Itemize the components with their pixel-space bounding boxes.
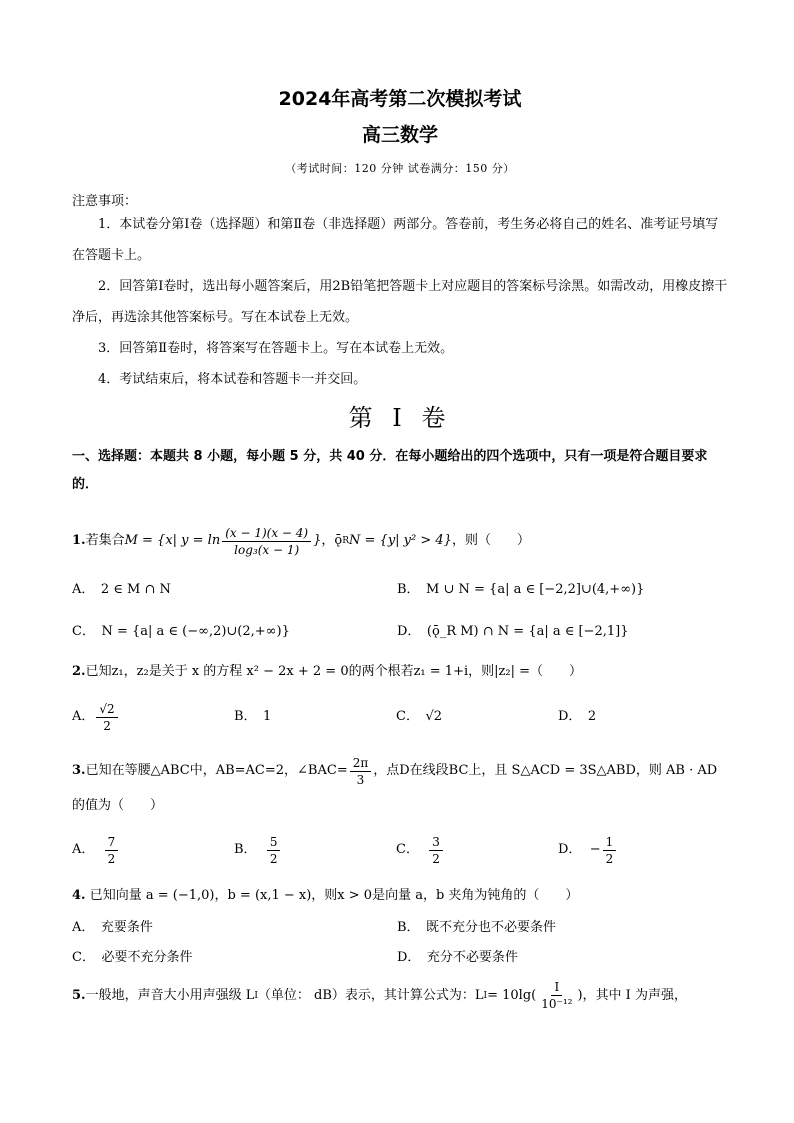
option-d[interactable]: D． (ǭ_R M) ∩ N = {a| a ∈ [−2,1]} (397, 624, 629, 639)
question-3-continuation: 的值为（ ） (72, 798, 164, 813)
option-label: C． (396, 842, 419, 857)
notice-item: 1．本试卷分第Ⅰ卷（选择题）和第Ⅱ卷（非选择题）两部分。答卷前，考生务必将自己的姓名、准考证号填写在答题卡上。 (72, 217, 719, 263)
section-title: 第 I 卷 (348, 404, 452, 432)
question-1 (72, 519, 728, 563)
notice-item: 3．回答第Ⅱ卷时，将答案写在答题卡上。写在本试卷上无效。 (98, 341, 454, 356)
fraction-numerator: √2 (96, 701, 117, 718)
option-fraction (267, 834, 281, 867)
set-n: N = {y| y² > 4} (349, 533, 452, 548)
question-4 (72, 885, 728, 907)
question-number: 2. (72, 664, 86, 679)
option-label: D． (558, 842, 582, 857)
question-text: 已知z₁，z₂是关于 x 的方程 x² − 2x + 2 = 0的两个根若z₁ = 1+i，则|z₂| =（ ） (85, 664, 582, 679)
question-3-options (72, 827, 728, 873)
option-a[interactable]: A． 充要条件 (72, 920, 153, 935)
question-number: 1. (72, 533, 86, 548)
fraction-denominator: 2 (269, 851, 278, 866)
fraction-denominator: 3 (356, 772, 365, 787)
subscript: I (254, 990, 258, 1001)
complement-subscript: R (342, 536, 350, 546)
question-text: 已知在等腰△ABC中，AB=AC=2，∠BAC= (85, 763, 348, 778)
fraction-denominator: 2 (103, 718, 111, 733)
option-b[interactable]: B． 1 (234, 709, 272, 724)
fraction-numerator: 2π (350, 755, 372, 772)
question-number: 5. (72, 987, 86, 1003)
fraction-numerator: 7 (105, 834, 119, 851)
question-4-options-row (72, 947, 728, 969)
fraction-numerator: 3 (429, 834, 443, 851)
fraction-denominator: 2 (605, 851, 614, 866)
option-fraction (96, 701, 117, 734)
fraction-denominator: log₃(x − 1) (234, 542, 300, 557)
option-b[interactable]: B． M ∪ N = {a| a ∈ [−2,2]∪(4,+∞)} (397, 582, 645, 597)
question-text: 已知向量 a = (−1,0)，b = (x,1 − x)，则x > 0是向量 a，b 夹角为钝角的（ ） (85, 888, 579, 903)
option-d[interactable]: D． 2 (558, 709, 597, 724)
option-label: A． (72, 709, 95, 724)
question-3 (72, 751, 728, 791)
option-d[interactable]: D． 充分不必要条件 (397, 950, 518, 965)
question-text: )，其中 I 为声强， (577, 987, 687, 1003)
question-1-options-row (72, 579, 728, 601)
fraction-numerator: 1 (603, 834, 617, 851)
notice-heading: 注意事项： (72, 194, 138, 209)
notice-item: 2．回答第Ⅰ卷时，选出每小题答案后，用2B铅笔把答题卡上对应题目的答案标号涂黑。如需改动，用橡皮擦干净后，再选涂其他答案标号。写在本试卷上无效。 (72, 279, 728, 325)
fraction-denominator: 2 (107, 851, 116, 866)
exam-time-info: （考试时间：120 分钟 试卷满分：150 分） (285, 162, 515, 175)
option-sign: − (589, 842, 601, 857)
question-text: ，点D在线段BC上，且 S△ACD = 3S△ABD，则 AB · AD (373, 763, 718, 778)
option-b[interactable]: B． 既不充分也不必要条件 (397, 920, 557, 935)
option-c[interactable]: C． 必要不充分条件 (72, 950, 193, 965)
angle-fraction (350, 755, 372, 788)
notice-item: 4．考试结束后，将本试卷和答题卡一并交回。 (98, 372, 367, 387)
option-c[interactable]: C． N = {a| a ∈ (−∞,2)∪(2,+∞)} (72, 624, 290, 639)
option-a[interactable] (72, 697, 234, 737)
option-label: A． (72, 842, 95, 857)
exam-subject: 高三数学 (361, 124, 438, 146)
option-d[interactable] (558, 827, 720, 873)
fraction-denominator: 10⁻¹² (541, 997, 573, 1011)
set-m-left: M = {x| y = ln (124, 533, 221, 548)
fraction-denominator: 2 (432, 851, 440, 866)
notice-list (72, 209, 728, 395)
set-m-fraction (222, 525, 311, 558)
exam-title: 2024年高考第二次模拟考试 (278, 88, 522, 110)
set-m-right: } (313, 533, 322, 548)
formula-fraction (538, 979, 575, 1012)
option-fraction (105, 834, 119, 867)
question-text: 若集合 (85, 533, 125, 548)
question-number: 4. (72, 888, 86, 903)
complement-symbol: ，ǭ (321, 533, 343, 548)
question-1-options-row (72, 621, 728, 643)
option-c[interactable] (396, 827, 558, 873)
question-2 (72, 661, 728, 683)
formula-text: = 10lg( (487, 987, 537, 1003)
fraction-numerator: (x − 1)(x − 4) (222, 525, 311, 542)
question-4-options-row (72, 917, 728, 939)
question-text: 一般地，声音大小用声强级 L (85, 987, 255, 1003)
option-fraction (429, 834, 443, 867)
option-label: B． (234, 842, 257, 857)
option-b[interactable] (234, 827, 396, 873)
option-c[interactable]: C． √2 (396, 709, 443, 724)
option-fraction (603, 834, 617, 867)
question-number: 3. (72, 763, 86, 778)
question-2-options (72, 697, 728, 737)
question-text: （单位： dB）表示，其计算公式为：L (257, 987, 484, 1003)
option-a[interactable]: A． 2 ∈ M ∩ N (72, 582, 171, 597)
subscript: I (483, 990, 488, 1001)
fraction-numerator: 5 (267, 834, 281, 851)
question-5 (72, 979, 728, 1012)
fraction-numerator: I (551, 979, 562, 996)
question-suffix: ，则（ ） (451, 533, 530, 548)
part-heading: 一、选择题：本题共 8 小题，每小题 5 分，共 40 分．在每小题给出的四个选项中，只有一项是符合题目要求的． (72, 449, 708, 492)
option-a[interactable] (72, 827, 234, 873)
